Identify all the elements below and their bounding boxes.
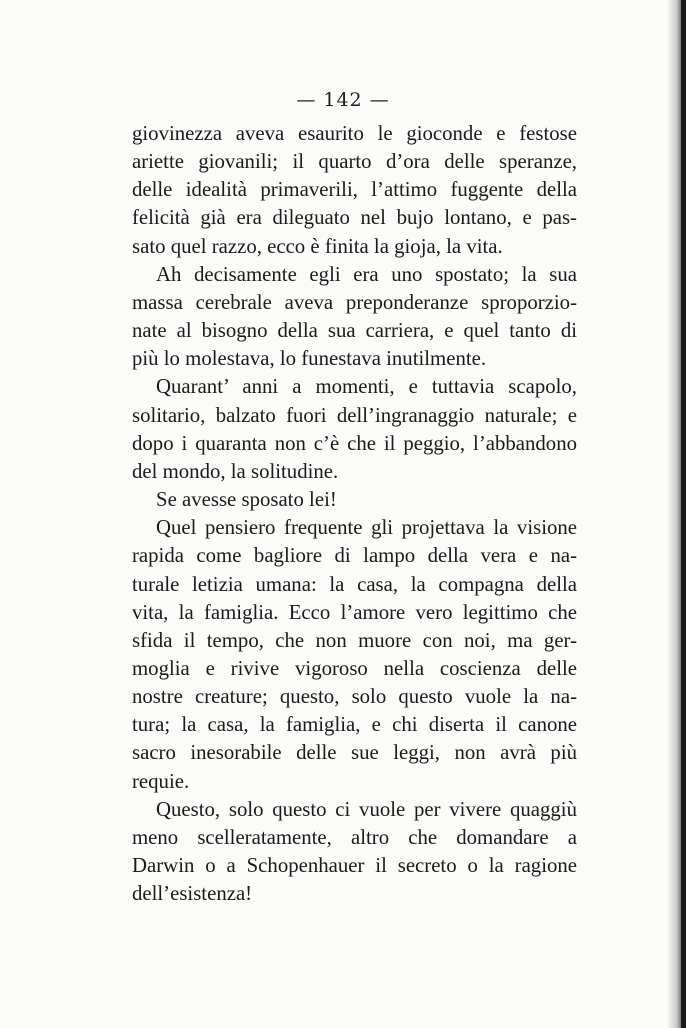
paragraph [132, 486, 577, 514]
text-line: Questo, solo questo ci vuole per vivere quaggiù [156, 797, 577, 821]
text-line: vita, la famiglia. Ecco l’amore vero legittimo che [132, 600, 577, 624]
text-line: sacro inesorabile delle sue leggi, non avrà più [132, 741, 577, 765]
text-line: sato quel razzo, ecco è finita la gioja, la vita. [132, 234, 503, 258]
text-line: ariette giovanili; il quarto d’ora delle speranze, [132, 150, 577, 174]
text-line: dell’esistenza! [132, 882, 253, 906]
text-line: Quel pensiero frequente gli projettava la visione [156, 516, 577, 540]
text-line: dopo i quaranta non c’è che il peggio, l’abbandono [132, 431, 577, 455]
paragraph [132, 261, 577, 374]
paragraph [132, 373, 577, 486]
text-line: del mondo, la solitudine. [132, 459, 339, 483]
text-line: moglia e rivive vigoroso nella coscienza delle [132, 656, 577, 680]
text-line: massa cerebrale aveva preponderanze sproporzio- [132, 290, 577, 314]
text-line: più lo molestava, lo funestava inutilmente. [132, 347, 487, 371]
text-line: nostre creature; questo, solo questo vuole la na- [132, 685, 577, 709]
text-line: Se avesse sposato lei! [156, 488, 337, 512]
body-text [132, 120, 577, 908]
text-line: requie. [132, 769, 190, 793]
text-line: rapida come bagliore di lampo della vera e na- [132, 544, 577, 568]
text-line: felicità già era dileguato nel bujo lontano, e pas- [132, 206, 577, 230]
text-line: meno scelleratamente, altro che domandare a [132, 825, 577, 849]
text-line: delle idealità primaverili, l’attimo fuggente della [132, 178, 577, 202]
paragraph [132, 120, 577, 261]
text-line: Darwin o a Schopenhauer il secreto o la ragione [132, 854, 577, 878]
text-line: giovinezza aveva esaurito le gioconde e festose [132, 122, 577, 145]
paragraph [132, 796, 577, 909]
text-line: tura; la casa, la famiglia, e chi diserta il canone [132, 713, 577, 737]
text-line: Quarant’ anni a momenti, e tuttavia scapolo, [156, 375, 577, 399]
text-line: turale letizia umana: la casa, la compagna della [132, 572, 577, 596]
text-line: solitario, balzato fuori dell’ingranaggio naturale; e [132, 403, 577, 427]
text-line: Ah decisamente egli era uno spostato; la sua [156, 262, 577, 286]
paragraph [132, 514, 577, 796]
text-line: sfida il tempo, che non muore con noi, ma ger- [132, 628, 577, 652]
page-number: — 142 — [296, 89, 390, 111]
page-edge-binding [681, 0, 686, 1028]
text-line: nate al bisogno della sua carriera, e quel tanto di [132, 319, 577, 343]
